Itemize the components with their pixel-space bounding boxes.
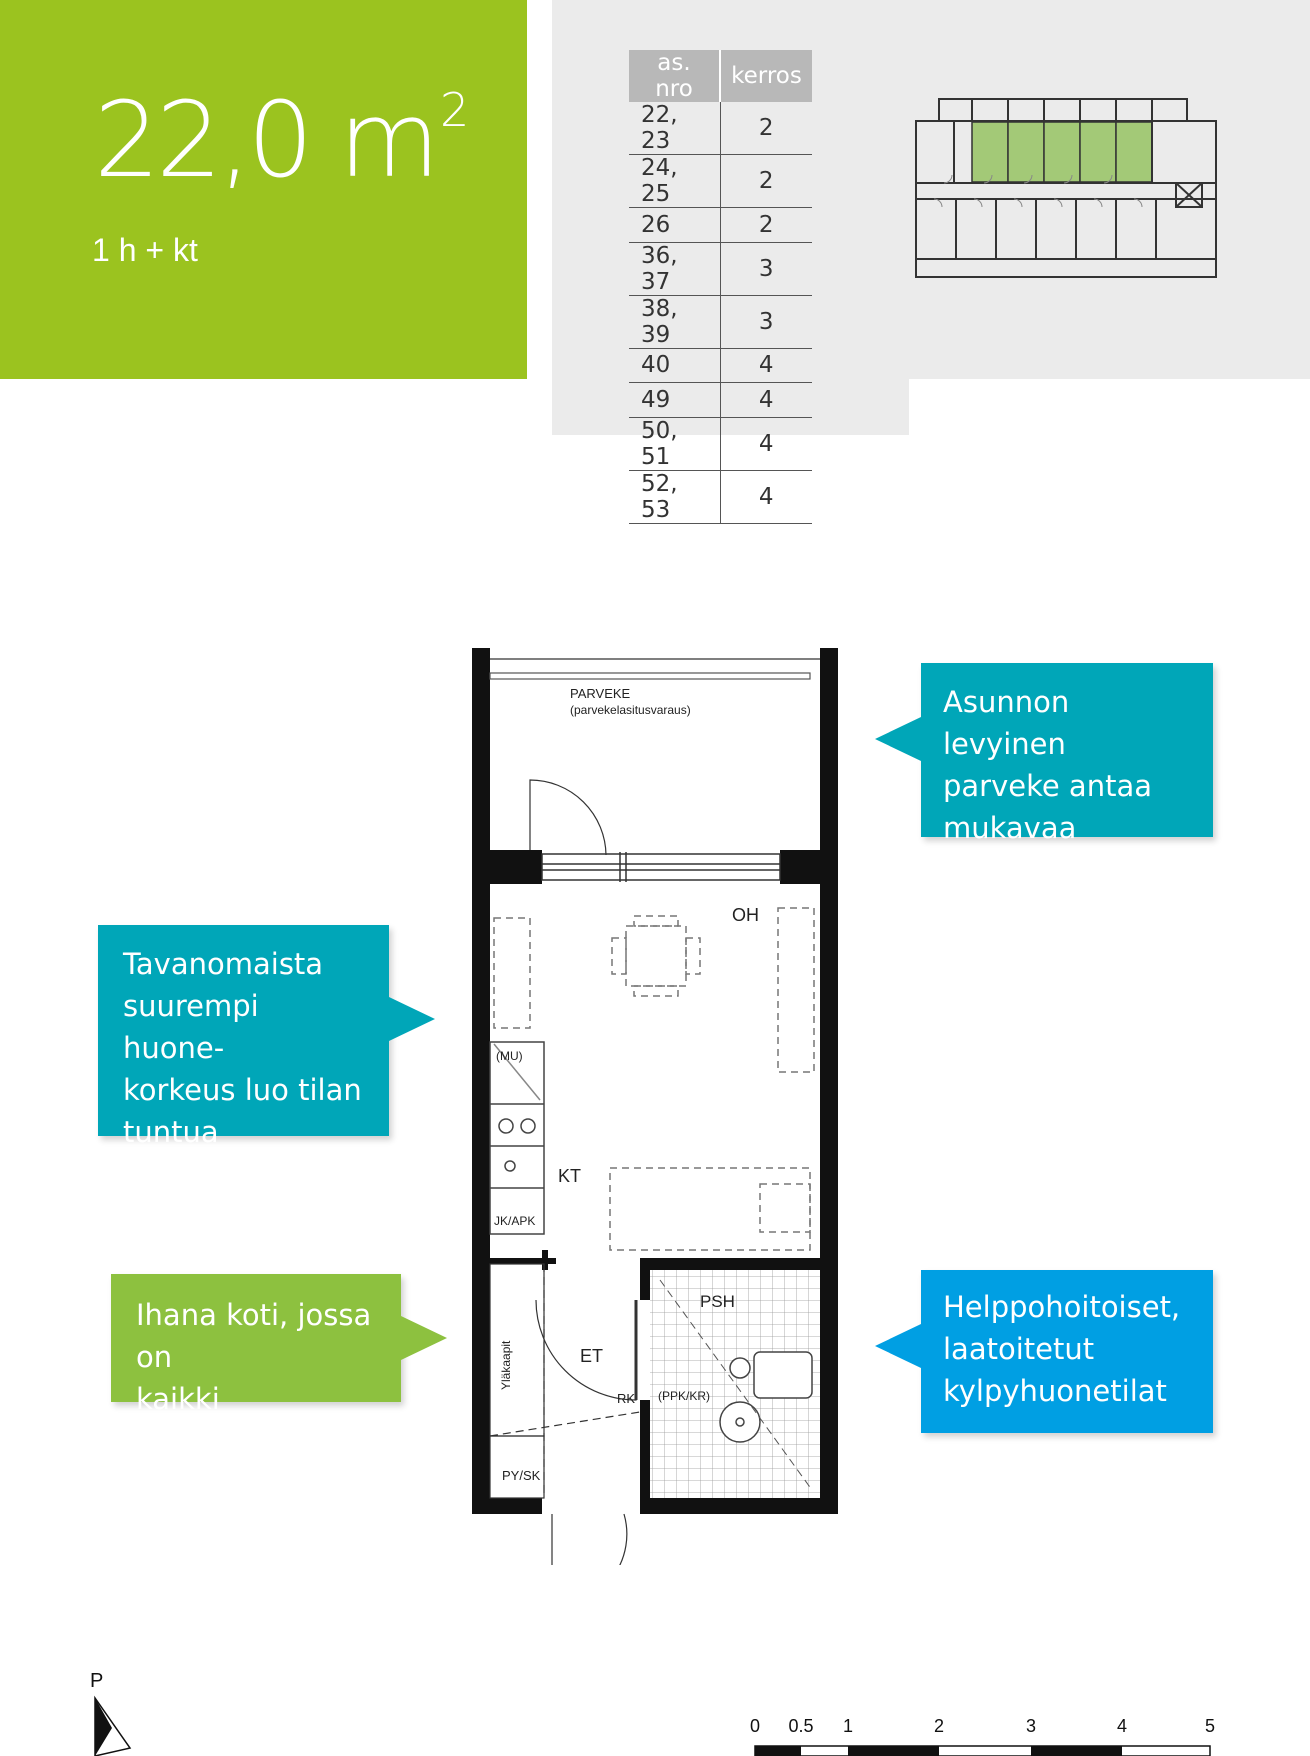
callout-ceiling-line: suurempi huone- xyxy=(123,989,259,1065)
balcony-label: PARVEKE xyxy=(570,686,631,701)
callout-home xyxy=(111,1274,401,1458)
floor-plan xyxy=(460,640,860,1565)
callout-balcony-line: mukavaa lisätilaa xyxy=(943,811,1077,887)
floor-number: 4 xyxy=(720,383,812,418)
unit-number: 40 xyxy=(629,348,720,383)
callout-home-line: kaikki tarpeellinen xyxy=(136,1382,310,1458)
scale-tick-label: 2 xyxy=(933,1716,945,1736)
callout-home-line: Ihana koti, jossa on xyxy=(136,1298,372,1374)
units-table-header xyxy=(629,50,812,102)
scale-tick-label: 3 xyxy=(1025,1716,1037,1736)
unit-number: 49 xyxy=(629,383,720,418)
table-row xyxy=(629,295,812,348)
floor-number: 2 xyxy=(720,208,812,243)
floor-number: 3 xyxy=(720,295,812,348)
callout-ceiling-line: Tavanomaista xyxy=(123,947,324,981)
floor-number: 2 xyxy=(720,155,812,208)
scale-tick-label: 4 xyxy=(1116,1716,1128,1736)
callout-ceiling-line: korkeus luo tilan xyxy=(123,1073,362,1107)
scale-tick-label: 5 xyxy=(1204,1716,1216,1736)
rk-label: RK xyxy=(617,1391,636,1406)
callout-tail xyxy=(875,717,921,761)
washer-label: (PPK/KR) xyxy=(658,1389,711,1403)
scale-segments xyxy=(755,1746,1210,1756)
balcony-door-window xyxy=(542,852,780,882)
unit-number: 26 xyxy=(629,208,720,243)
apartment-area: 22,0 $m^2$ xyxy=(94,79,470,201)
callout-bathroom-line: Helppohoitoiset, xyxy=(943,1290,1181,1324)
scale-bar xyxy=(740,1712,1220,1756)
scale-tick-label: 1 xyxy=(842,1716,854,1736)
floor-number: 3 xyxy=(720,242,812,295)
balcony-area xyxy=(472,648,838,858)
callout-balcony-line: parveke antaa xyxy=(943,769,1152,803)
callout-tail xyxy=(389,997,435,1041)
living-room-label: OH xyxy=(732,905,759,925)
callout-balcony-line: Asunnon levyinen xyxy=(943,685,1070,761)
table-row xyxy=(629,348,812,383)
entry-label: ET xyxy=(580,1346,604,1366)
dishwasher-label: (MU) xyxy=(496,1049,523,1063)
callout-ceiling-height xyxy=(98,925,389,1149)
scale-tick-label: 0 xyxy=(749,1716,761,1736)
callout-bathroom xyxy=(921,1270,1213,1433)
north-arrow-icon xyxy=(88,1668,138,1756)
furniture xyxy=(494,908,814,1250)
callout-bathroom-line: laatoitetut xyxy=(943,1332,1095,1366)
kitchen-counter xyxy=(490,1042,544,1234)
laundry-label: PY/SK xyxy=(502,1468,541,1483)
table-row xyxy=(629,208,812,243)
header-unit-number: as. nro xyxy=(629,50,720,102)
header-floor: kerros xyxy=(720,50,812,102)
table-row xyxy=(629,470,812,523)
balcony-note: (parvekelasitusvaraus) xyxy=(570,703,691,717)
area-header xyxy=(0,0,527,379)
callout-ceiling-line: tuntua xyxy=(123,1115,219,1149)
upper-cabinets-label: Yläkaapit xyxy=(499,1340,513,1390)
room-type: 1 h + kt xyxy=(92,232,198,268)
unit-number: 52, 53 xyxy=(629,470,720,523)
entry-area xyxy=(490,1264,640,1565)
floor-number: 2 xyxy=(720,102,812,155)
unit-number: 36, 37 xyxy=(629,242,720,295)
callout-balcony xyxy=(921,663,1213,887)
floor-number: 4 xyxy=(720,417,812,470)
bathroom-label: PSH xyxy=(700,1292,735,1311)
callout-tail xyxy=(401,1316,447,1360)
fridge-label: JK/APK xyxy=(494,1214,536,1228)
table-row xyxy=(629,242,812,295)
highlighted-units xyxy=(972,122,1152,182)
callout-tail xyxy=(875,1324,921,1368)
north-label: P xyxy=(90,1670,104,1692)
kitchen-label: KT xyxy=(558,1166,582,1186)
table-row xyxy=(629,383,812,418)
floor-number: 4 xyxy=(720,470,812,523)
unit-number: 38, 39 xyxy=(629,295,720,348)
table-row xyxy=(629,155,812,208)
unit-number: 24, 25 xyxy=(629,155,720,208)
scale-tick-label: 0.5 xyxy=(788,1716,814,1736)
units-table xyxy=(629,50,812,524)
building-key-plan xyxy=(914,95,1224,285)
table-row xyxy=(629,102,812,155)
unit-number: 22, 23 xyxy=(629,102,720,155)
callout-bathroom-line: kylpyhuonetilat xyxy=(943,1374,1167,1408)
table-row xyxy=(629,417,812,470)
unit-number: 50, 51 xyxy=(629,417,720,470)
floor-number: 4 xyxy=(720,348,812,383)
